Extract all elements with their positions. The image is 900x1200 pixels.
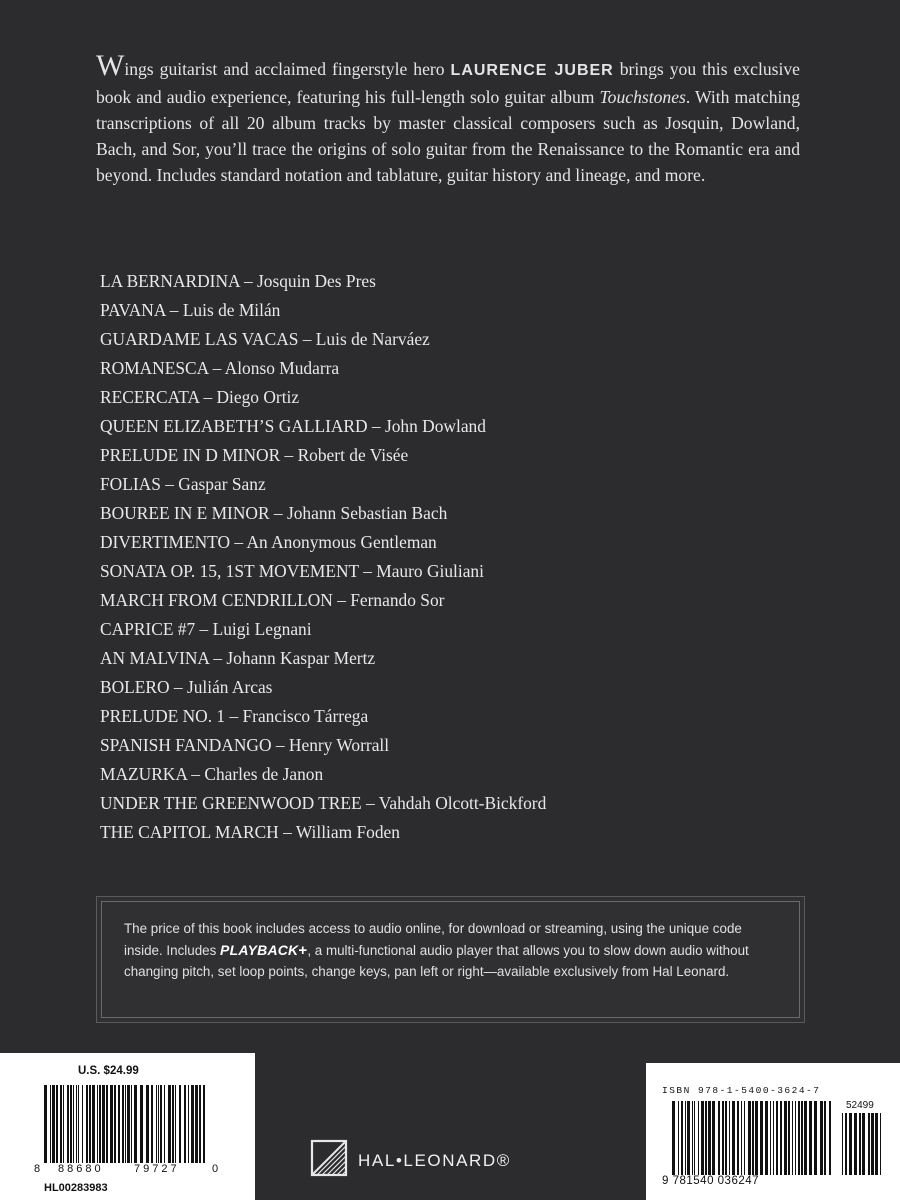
track-item: CAPRICE #7 – Luigi Legnani (100, 619, 312, 639)
us-price: U.S. $24.99 (78, 1065, 139, 1077)
isbn-barcode-icon (672, 1101, 832, 1175)
barcode-bar (60, 1085, 62, 1163)
isbn-price-code: 52499 (846, 1100, 874, 1111)
barcode-bar (737, 1101, 739, 1175)
barcode-bar (780, 1101, 782, 1175)
barcode-bar (859, 1113, 861, 1175)
barcode-bar (56, 1085, 58, 1163)
barcode-bar (801, 1101, 803, 1175)
track-item: MARCH FROM CENDRILLON – Fernando Sor (100, 590, 445, 610)
track-item: GUARDAME LAS VACAS – Luis de Narváez (100, 329, 430, 349)
track-item: AN MALVINA – Johann Kaspar Mertz (100, 648, 376, 668)
barcode-bar (773, 1101, 774, 1175)
barcode-bar (131, 1085, 132, 1163)
barcode-bar (725, 1101, 727, 1175)
notice-text (101, 901, 800, 1018)
intro-dropcap: W (96, 49, 125, 82)
barcode-bar (744, 1101, 745, 1175)
barcode-bar (184, 1085, 186, 1163)
barcode-bar (191, 1085, 194, 1163)
playback-logo-text: PLAYBACK (220, 941, 299, 958)
barcode-bar (875, 1113, 878, 1175)
publisher-mark (300, 1137, 600, 1181)
barcode-bar (842, 1113, 843, 1175)
barcode-bar (70, 1085, 72, 1163)
barcode-bar (179, 1085, 181, 1163)
barcode-bar (114, 1085, 116, 1163)
barcode-bar (140, 1085, 143, 1163)
upc-digits-group-1: 88680 (58, 1163, 104, 1175)
barcode-bar (687, 1101, 690, 1175)
barcode-bar (78, 1085, 79, 1163)
barcode-bar (798, 1101, 800, 1175)
barcode-bar (118, 1085, 120, 1163)
barcode-bar (199, 1085, 201, 1163)
barcode-bar (868, 1113, 870, 1175)
intro-text-2: brings you this exclusive book and audio experience, featuring his full-length solo guitar album (96, 59, 800, 107)
barcode-bar (63, 1085, 64, 1163)
barcode-bar (776, 1101, 778, 1175)
barcode-bar (809, 1101, 812, 1175)
hal-leonard-logo-icon (308, 1137, 352, 1181)
barcode-bar (151, 1085, 153, 1163)
barcode-bar (760, 1101, 763, 1175)
upc-digit-right: 0 (212, 1163, 219, 1175)
barcode-bar (871, 1113, 874, 1175)
barcode-bar (134, 1085, 137, 1163)
barcode-bar (692, 1101, 693, 1175)
track-item: ROMANESCA – Alonso Mudarra (100, 358, 340, 378)
barcode-bar (732, 1101, 735, 1175)
barcode-bar (765, 1101, 768, 1175)
barcode-bar (195, 1085, 198, 1163)
barcode-bar (685, 1101, 686, 1175)
isbn-digits: 9 781540 036247 (662, 1175, 760, 1187)
track-item: THE CAPITOL MARCH – William Foden (100, 822, 400, 842)
barcode-bar (788, 1101, 790, 1175)
barcode-bar (172, 1085, 174, 1163)
barcode-bar (705, 1101, 707, 1175)
publisher-name: HAL•LEONARD® (358, 1151, 511, 1170)
barcode-bar (106, 1085, 108, 1163)
track-item: SPANISH FANDANGO – Henry Worrall (100, 735, 390, 755)
barcode-bar (722, 1101, 724, 1175)
track-item: LA BERNARDINA – Josquin Des Pres (100, 271, 376, 291)
artist-name: LAURENCE JUBER (450, 62, 614, 79)
barcode-bar (188, 1085, 189, 1163)
barcode-bar (829, 1101, 831, 1175)
barcode-bar (76, 1085, 77, 1163)
barcode-bar (849, 1113, 852, 1175)
barcode-bar (146, 1085, 149, 1163)
barcode-bar (755, 1101, 758, 1175)
barcode-bar (110, 1085, 113, 1163)
upc-digit-left: 8 (34, 1163, 41, 1175)
barcode-bar (86, 1085, 88, 1163)
barcode-bar (99, 1085, 101, 1163)
barcode-bar (122, 1085, 124, 1163)
barcode-bar (73, 1085, 74, 1163)
barcode-bar (804, 1101, 807, 1175)
item-code: HL00283983 (44, 1182, 108, 1194)
intro-paragraph (96, 49, 801, 188)
barcode-bar (748, 1101, 751, 1175)
barcode-bar (770, 1101, 771, 1175)
barcode-bar (89, 1085, 91, 1163)
barcode-bar (694, 1101, 695, 1175)
isbn-barcode-box (646, 1063, 900, 1200)
track-item: RECERCATA – Diego Ortiz (100, 387, 300, 407)
barcode-bar (708, 1101, 711, 1175)
barcode-bar (712, 1101, 715, 1175)
barcode-bar (718, 1101, 720, 1175)
barcode-bar (52, 1085, 55, 1163)
track-item: MAZURKA – Charles de Janon (100, 764, 324, 784)
isbn-label: ISBN 978-1-5400-3624-7 (662, 1085, 821, 1096)
barcode-bar (880, 1113, 881, 1175)
barcode-bar (741, 1101, 742, 1175)
barcode-bar (82, 1085, 83, 1163)
barcode-bar (102, 1085, 105, 1163)
barcode-bar (698, 1101, 699, 1175)
upc-digits-group-2: 79727 (134, 1163, 180, 1175)
playback-plus-icon: + (298, 941, 308, 959)
barcode-bar (50, 1085, 51, 1163)
barcode-bar (862, 1113, 865, 1175)
upc-barcode-icon (44, 1085, 209, 1163)
track-item: SONATA OP. 15, 1ST MOVEMENT – Mauro Giuliani (100, 561, 484, 581)
barcode-bar (168, 1085, 171, 1163)
track-item: PRELUDE IN D MINOR – Robert de Visée (100, 445, 409, 465)
track-item: DIVERTIMENTO – An Anonymous Gentleman (100, 532, 437, 552)
barcode-bar (824, 1101, 826, 1175)
barcode-bar (681, 1101, 683, 1175)
intro-text-3: . With matching transcriptions of all 20 album tracks by master classical composers such as Josquin, Dowland, Bach, and Sor, you’ll trace the origins of solo guitar from the Renaissance to the Romantic era and beyond. Includes standard notation and tablature, guitar history and lineage, and more. (96, 87, 801, 185)
barcode-bar (845, 1113, 847, 1175)
barcode-bar (752, 1101, 754, 1175)
price-addon-barcode-icon (842, 1113, 886, 1175)
barcode-bar (792, 1101, 793, 1175)
barcode-bar (125, 1085, 126, 1163)
barcode-bar (67, 1085, 69, 1163)
barcode-bar (729, 1101, 730, 1175)
barcode-bar (814, 1101, 817, 1175)
album-title: Touchstones (599, 87, 686, 107)
barcode-bar (672, 1101, 675, 1175)
barcode-bar (678, 1101, 679, 1175)
audio-access-notice (96, 896, 805, 1023)
track-item: BOLERO – Julián Arcas (100, 677, 273, 697)
barcode-bar (97, 1085, 98, 1163)
barcode-bar (795, 1101, 796, 1175)
barcode-bar (203, 1085, 205, 1163)
barcode-bar (92, 1085, 95, 1163)
intro-text-1: ings guitarist and acclaimed fingerstyle hero (124, 59, 451, 79)
barcode-bar (44, 1085, 47, 1163)
barcode-bar (175, 1085, 176, 1163)
barcode-bar (164, 1085, 165, 1163)
track-item: UNDER THE GREENWOOD TREE – Vahdah Olcott-Bickford (100, 793, 547, 813)
track-item: FOLIAS – Gaspar Sanz (100, 474, 266, 494)
track-item: QUEEN ELIZABETH’S GALLIARD – John Dowland (100, 416, 486, 436)
track-list (100, 267, 800, 847)
track-item: PRELUDE NO. 1 – Francisco Tárrega (100, 706, 369, 726)
track-item: BOUREE IN E MINOR – Johann Sebastian Bach (100, 503, 448, 523)
barcode-bar (158, 1085, 159, 1163)
notice-text-2: , a multi-functional audio player that allows you to slow down audio without changing pitch, set loop points, change keys, pan left or right—available exclusively from Hal Leonard. (124, 942, 749, 979)
barcode-bar (784, 1101, 787, 1175)
barcode-bar (820, 1101, 823, 1175)
price-barcode-box (0, 1053, 255, 1200)
barcode-bar (160, 1085, 162, 1163)
barcode-bar (156, 1085, 157, 1163)
barcode-bar (854, 1113, 857, 1175)
track-item: PAVANA – Luis de Milán (100, 300, 281, 320)
playback-logo (220, 942, 307, 958)
barcode-bar (127, 1085, 130, 1163)
barcode-bar (701, 1101, 704, 1175)
notice-text-1: The price of this book includes access to audio online, for download or streaming, using the unique code inside. Includes (124, 921, 742, 958)
